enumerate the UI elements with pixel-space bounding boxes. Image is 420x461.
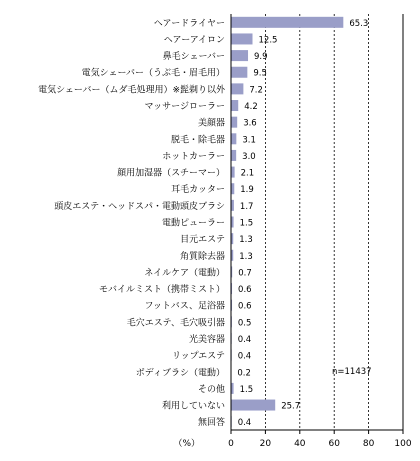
- value-label-12: 1.5: [239, 218, 254, 229]
- value-label-0: 65.3: [349, 18, 369, 29]
- value-label-1: 12.5: [258, 35, 278, 46]
- category-label-21: ボディブラシ（電動）: [135, 368, 225, 379]
- value-label-15: 0.7: [238, 268, 252, 279]
- value-label-13: 1.3: [239, 235, 253, 246]
- category-label-8: ホットカーラー: [162, 151, 225, 162]
- sample-size-annotation: n=11437: [332, 367, 372, 377]
- value-label-19: 0.4: [237, 334, 252, 345]
- category-label-9: 顔用加湿器（スチーマー）: [117, 168, 225, 179]
- bar-23: [231, 400, 275, 411]
- category-label-13: 目元エステ: [180, 235, 225, 246]
- value-label-11: 1.7: [239, 201, 254, 212]
- value-label-9: 2.1: [240, 168, 255, 179]
- bar-3: [231, 67, 247, 78]
- category-label-7: 脱毛・除毛器: [170, 135, 225, 146]
- bar-2: [231, 50, 248, 61]
- category-label-1: ヘアーアイロン: [163, 35, 225, 46]
- category-label-4: 電気シェーバー（ムダ毛処理用）※髭剃り以外: [38, 85, 225, 96]
- value-label-5: 4.2: [244, 102, 258, 113]
- value-label-20: 0.4: [237, 351, 252, 362]
- x-axis-label: （%）: [173, 439, 200, 449]
- x-tick-label-100: 100: [394, 439, 412, 449]
- category-label-12: 電動ピューラー: [161, 218, 225, 229]
- bar-7: [231, 133, 236, 144]
- category-label-3: 電気シェーバー（うぶ毛・眉毛用）: [81, 68, 225, 79]
- category-label-15: ネイルケア（電動）: [144, 268, 225, 279]
- category-label-11: 頭皮エステ・ヘッドスパ・電動頭皮ブラシ: [54, 201, 225, 212]
- value-label-3: 9.5: [253, 68, 267, 79]
- bar-6: [231, 117, 237, 128]
- category-label-2: 鼻毛シェーバー: [162, 52, 225, 63]
- bar-9: [231, 167, 235, 178]
- value-label-10: 1.9: [240, 185, 254, 196]
- category-label-19: 光美容器: [188, 334, 225, 345]
- labels: [38, 18, 371, 428]
- category-label-14: 角質除去器: [179, 251, 225, 262]
- x-tick-label-60: 60: [328, 439, 340, 449]
- bar-8: [231, 150, 236, 161]
- value-label-8: 3.0: [242, 151, 256, 162]
- category-label-10: 耳毛カッター: [171, 185, 225, 196]
- value-label-23: 25.7: [281, 401, 301, 412]
- category-label-24: 無回答: [197, 418, 225, 429]
- value-label-2: 9.9: [254, 52, 268, 63]
- x-tick-label-0: 0: [228, 439, 234, 449]
- category-label-23: 利用していない: [161, 401, 225, 412]
- category-label-22: その他: [197, 384, 225, 395]
- category-label-6: 美顔器: [197, 118, 225, 129]
- value-label-4: 7.2: [249, 85, 263, 96]
- value-label-17: 0.6: [238, 301, 252, 312]
- value-label-16: 0.6: [238, 285, 252, 296]
- x-tick-label-40: 40: [294, 439, 306, 449]
- category-label-17: フットバス、足浴器: [144, 301, 225, 312]
- value-label-24: 0.4: [237, 418, 252, 429]
- value-label-14: 1.3: [239, 251, 253, 262]
- bar-5: [231, 100, 238, 111]
- x-tick-label-20: 20: [259, 439, 272, 449]
- bar-4: [231, 83, 243, 94]
- category-label-0: ヘアードライヤー: [153, 18, 225, 29]
- value-label-7: 3.1: [242, 135, 256, 146]
- value-label-6: 3.6: [243, 118, 257, 129]
- value-label-22: 1.5: [239, 384, 254, 395]
- bar-0: [231, 17, 343, 28]
- x-tick-label-80: 80: [362, 439, 375, 449]
- bar-1: [231, 33, 253, 44]
- category-label-20: リップエステ: [171, 351, 225, 362]
- value-label-18: 0.5: [237, 318, 252, 329]
- category-label-5: マッサージローラー: [144, 102, 225, 113]
- category-label-16: モバイルミスト（携帯ミスト）: [98, 285, 225, 296]
- category-label-18: 毛穴エステ、毛穴吸引器: [126, 318, 225, 329]
- value-label-21: 0.2: [237, 368, 251, 379]
